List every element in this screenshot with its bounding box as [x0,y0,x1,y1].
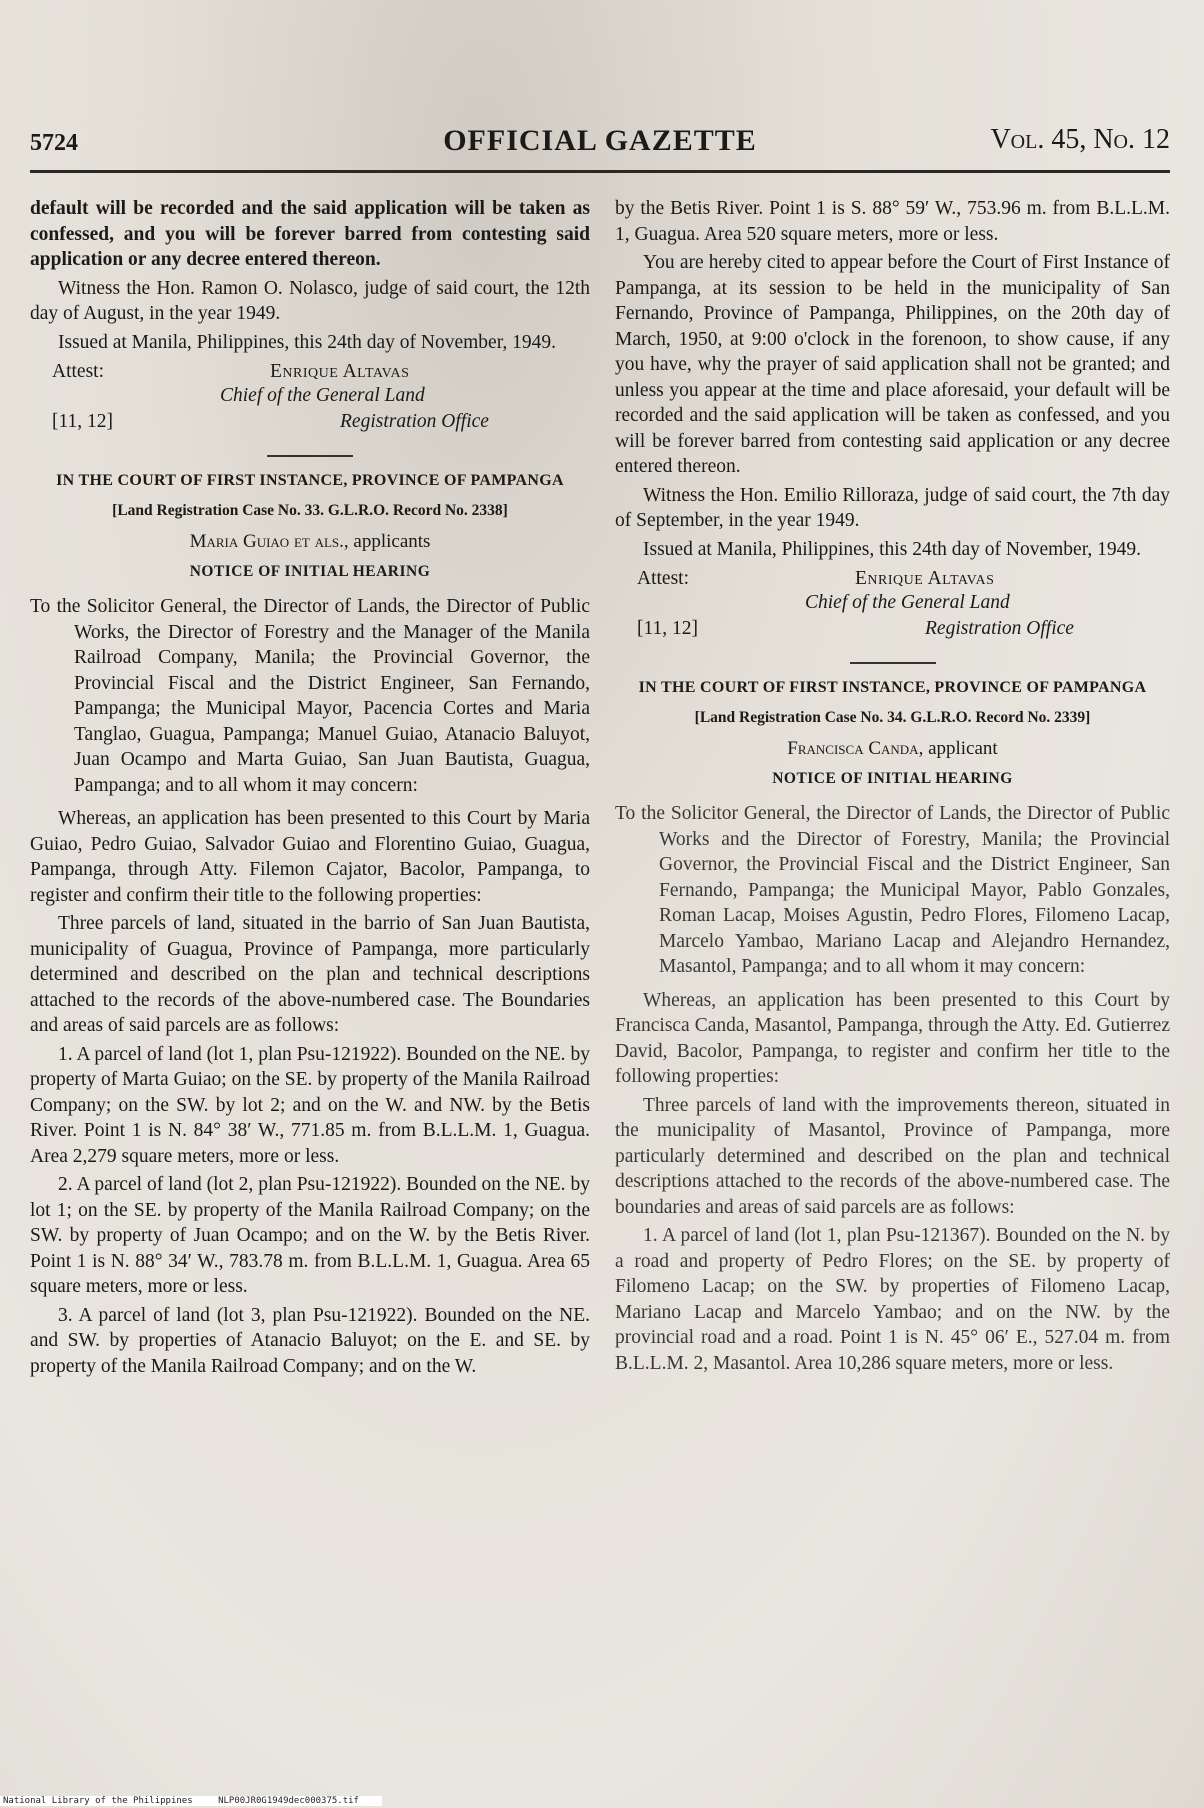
attest-label: Attest: [52,361,104,382]
attest-title-line1: Chief of the General Land [805,592,1010,613]
attest-title-line1: Chief of the General Land [220,385,425,406]
applicant-role: , applicants [343,531,431,552]
attest-block [30,359,590,443]
right-column [615,196,1170,1379]
notice-title: NOTICE OF INITIAL HEARING [189,562,431,580]
continued-text: by the Betis River. Point 1 is S. 88° 59′ W., 753.96 m. from B.L.L.M. 1, Guagua. Area 520 square meters, more or less. [615,198,1170,245]
library-credit: National Library of the Philippines [3,1796,193,1806]
volume-number: Vol. 45, No. 12 [990,124,1170,155]
issue-bracket: [11, 12] [52,411,114,432]
header-rule [30,170,1170,173]
notice-title: NOTICE OF INITIAL HEARING [772,769,1013,787]
whereas-paragraph: Whereas, an application has been presented to this Court by Francisca Canda, Masantol, Pampanga, through the Atty. Ed. Gutierrez David, Bacolor, Pampanga, to register and confirm her title to the following properties: [615,989,1170,1087]
page-number: 5724 [30,130,78,156]
attest-name: Enrique Altavas [270,361,410,382]
parcel-3-paragraph: 3. A parcel of land (lot 3, plan Psu-121922). Bounded on the NE. and SW. by properties of Atanacio Baluyot; on the E. and SE. by property of the Manila Railroad Company; and on the W. [30,1304,590,1377]
section-divider [267,455,353,457]
parcel-1-paragraph: 1. A parcel of land (lot 1, plan Psu-121922). Bounded on the NE. by property of Marta Guiao; on the SE. by property of the Manila Railroad Company; on the SW. by lot 2; and on the W. and NW. by the Betis River. Point 1 is N. 84° 38′ W., 771.85 m. from B.L.L.M. 1, Guagua. Area 2,279 square meters, more or less. [30,1043,590,1167]
section-divider [850,662,936,664]
parcel-1-paragraph: 1. A parcel of land (lot 1, plan Psu-121367). Bounded on the N. by a road and property of Pedro Flores; on the SE. by property of Filomeno Lacap; on the SW. by properties of Filomeno Lacap, Mariano Lacap and Marcelo Yambao; and on the NW. by the provincial road and a road. Point 1 is N. 45° 06′ E., 527.04 m. from B.L.L.M. 2, Masantol. Area 10,286 square meters, more or less. [615,1225,1170,1374]
scan-filename: NLP00JR0G1949dec000375.tif [218,1796,359,1806]
issued-paragraph: Issued at Manila, Philippines, this 24th day of November, 1949. [58,331,557,353]
attest-title-line2: Registration Office [340,411,489,432]
addressees-paragraph: To the Solicitor General, the Director of Lands, the Director of Public Works, the Director of Forestry and the Manager of the Manila Railroad Company, Manila; the Provincial Governor, the Provincial Fiscal and the District Engineer, San Fernando, Pampanga; the Municipal Mayor, Pacencia Cortes and Maria Tanglao, Guagua, Pampanga; Manuel Guiao, Atanacio Baluyot, Juan Ocampo and Marta Guiao, San Juan Bautista, Guagua, Pampanga; and to all whom it may concern: [30,596,590,796]
applicant-line [30,529,590,555]
attest-title-line2: Registration Office [925,618,1074,639]
witness-paragraph: Witness the Hon. Ramon O. Nolasco, judge of said court, the 12th day of August, in the year 1949. [30,277,590,324]
applicant-name: Francisca Canda [787,738,919,759]
issue-bracket: [11, 12] [637,618,699,639]
case-line: [Land Registration Case No. 33. G.L.R.O. Record No. 2338] [112,502,508,519]
applicant-role: , applicant [918,738,998,759]
cited-paragraph: You are hereby cited to appear before the Court of First Instance of Pampanga, at its session to be held in the municipality of San Fernando, Province of Pampanga, Philippines, on the 20th day of March, 1950, at 9:00 o'clock in the forenoon, to show cause, if any you have, why the prayer of said application shall not be granted; and unless you appear at the time and place aforesaid, your default will be recorded and the said application will be taken as confessed, and you will be forever barred from contesting said application or any decree entered thereon. [615,252,1170,477]
left-column [30,196,590,1382]
witness-paragraph: Witness the Hon. Emilio Rilloraza, judge of said court, the 7th day of September, in the year 1949. [615,484,1170,531]
court-heading: IN THE COURT OF FIRST INSTANCE, PROVINCE OF PAMPANGA [638,679,1147,696]
page-header [30,120,1170,168]
publication-title: OFFICIAL GAZETTE [443,124,757,157]
court-heading: IN THE COURT OF FIRST INSTANCE, PROVINCE OF PAMPANGA [56,472,564,489]
attest-name: Enrique Altavas [855,568,995,589]
issued-paragraph: Issued at Manila, Philippines, this 24th day of November, 1949. [643,538,1142,560]
attest-label: Attest: [637,568,689,589]
continued-text: default will be recorded and the said application will be taken as confessed, and you will be forever barred from contesting said application or any decree entered thereon. [30,198,590,270]
parcels-intro-paragraph: Three parcels of land, situated in the barrio of San Juan Bautista, municipality of Guagua, Province of Pampanga, more particularly determined and described on the plan and technical descriptions attached to the records of the above-numbered case. The Boundaries and areas of said parcels are as follows: [30,913,590,1036]
case-line: [Land Registration Case No. 34. G.L.R.O. Record No. 2339] [694,709,1091,726]
parcel-2-paragraph: 2. A parcel of land (lot 2, plan Psu-121922). Bounded on the NE. by lot 1; on the SE. by property of the Manila Railroad Company; on the SW. by property of Juan Ocampo; and on the W. by the Betis River. Point 1 is N. 88° 34′ W., 783.78 m. from B.L.L.M. 1, Guagua. Area 65 square meters, more or less. [30,1174,590,1297]
parcels-intro-paragraph: Three parcels of land with the improvements thereon, situated in the municipality of Masantol, Province of Pampanga, more particularly determined and described on the plan and technical descriptions attached to the records of the above-numbered case. The boundaries and areas of said parcels are as follows: [615,1094,1170,1218]
scan-footer [0,1796,382,1806]
attest-block [615,566,1170,650]
applicant-line [615,736,1170,762]
applicant-name: Maria Guiao et als. [189,531,344,552]
whereas-paragraph: Whereas, an application has been presented to this Court by Maria Guiao, Pedro Guiao, Salvador Guiao and Florentino Guiao, Guagua, Pampanga, through Atty. Filemon Cajator, Bacolor, Pampanga, to register and confirm their title to the following properties: [30,808,590,906]
addressees-paragraph: To the Solicitor General, the Director of Lands, the Director of Public Works and the Director of Forestry, Manila; the Provincial Governor, the Provincial Fiscal and the District Engineer, San Fernando, Pampanga; the Municipal Mayor, Pablo Gonzales, Roman Lacap, Moises Agustin, Pedro Flores, Filomeno Lacap, Marcelo Yambao, Mariano Lacap and Alejandro Hernandez, Masantol, Pampanga; and to all whom it may concern: [615,803,1170,977]
